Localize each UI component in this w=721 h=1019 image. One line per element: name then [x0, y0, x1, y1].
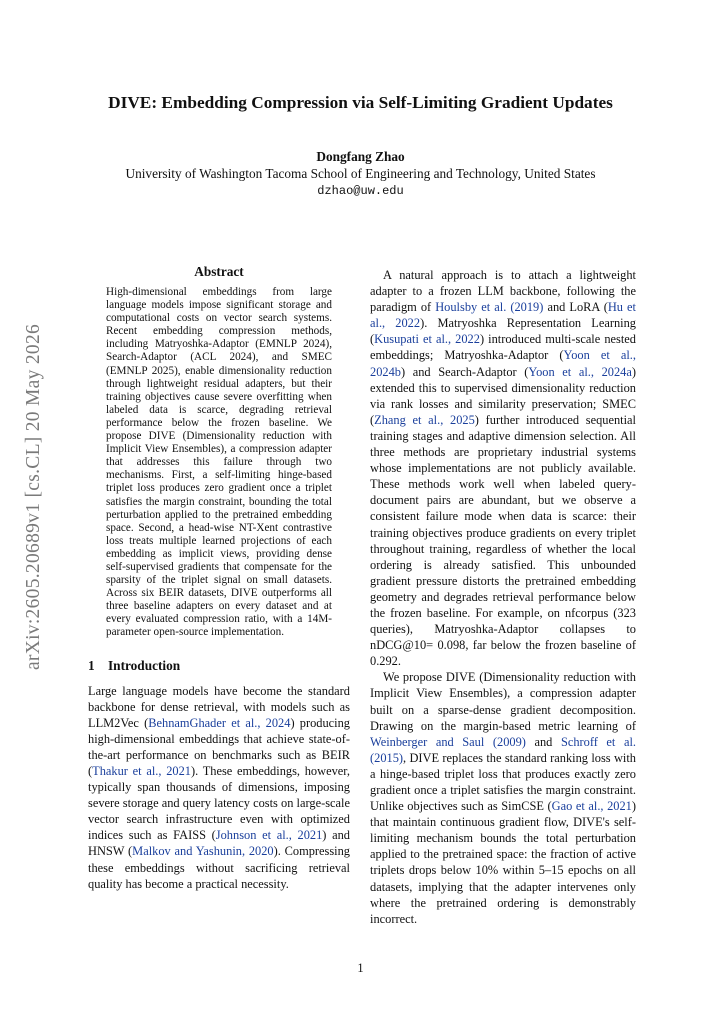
page-number: 1 [357, 961, 364, 975]
citation-link[interactable]: BehnamGhader et al., 2024 [148, 715, 291, 730]
abstract-heading: Abstract [194, 264, 244, 279]
citation-link[interactable]: Weinberger and Saul (2009) [370, 734, 526, 749]
intro-paragraph-2: A natural approach is to attach a lightweight adapter to a frozen LLM backbone, following the paradigm of Houlsby et al. (2019) and LoRA (Hu et al., 2022). Matryoshka Representation Learning (Kusupati et al., 2022) introduced multi-scale nested embeddings; Matryoshka-Adaptor (Yoon et al., 2024b) and Search-Adaptor (Yoon et al., 2024a) extended this to supervised dimensionality reduction via rank losses and similarity preservation; SMEC (Zhang et al., 2025) further introduced sequential training stages and adaptive dimension selection. All three methods are proprietary industrial systems whose implementations are not publicly available. These methods work well when labeled query-document pairs are abundant, but we observe a consistent failure mode when data is scarce: their training objectives produce gradients on every triplet throughout training, regardless of whether the local ordering is already satisfied. This unbounded gradient pressure distorts the pretrained embedding geometry and degrades retrieval performance below the frozen baseline. For example, on nfcorpus (323 queries), Matryoshka-Adaptor collapses to nDCG@10= 0.098, far below the frozen baseline of 0.292. [370, 268, 636, 669]
right-column [370, 267, 636, 927]
author-email: dzhao@uw.edu [317, 184, 404, 198]
citation-link[interactable]: Yoon et al., 2024b [370, 348, 636, 379]
section-title: Introduction [108, 657, 181, 673]
citation-link[interactable]: Schroff et al. (2015) [370, 734, 636, 765]
intro-paragraph-1: Large language models have become the standard backbone for dense retrieval, with models such as LLM2Vec (BehnamGhader et al., 2024) producing high-dimensional embeddings that achieve state-of-the-art performance on benchmarks such as BEIR (Thakur et al., 2021). These embeddings, however, typically span thousands of dimensions, imposing severe storage and query latency costs on large-scale vector search infrastructure even with optimized indices such as FAISS (Johnson et al., 2021) and HNSW (Malkov and Yashunin, 2020). Compressing these embeddings without sacrificing retrieval quality has become a practical necessity. [88, 683, 351, 891]
paper-title: DIVE: Embedding Compression via Self-Limiting Gradient Updates [108, 93, 613, 112]
author-name: Dongfang Zhao [316, 149, 405, 164]
citation-link[interactable]: Hu et al., 2022 [370, 300, 636, 331]
abstract-text: High-dimensional embeddings from large language models impose significant storage and computational costs on vector search systems. Recent embedding compression methods, including Matryoshka-Adaptor (EMNLP 2024), Search-Adaptor (ACL 2024), and SMEC (EMNLP 2025), enable dimensionality reduction through lightweight residual adapters, but their training objectives cause severe overfitting when labeled data is scarce, degrading retrieval performance below the frozen baseline. We propose DIVE (Dimensionality reduction with Implicit View Ensembles), a compression adapter that addresses this failure through two mechanisms. First, a self-limiting hinge-based triplet loss produces zero gradient once a triplet satisfies the margin constraint, bounding the total perturbation applied to the pretrained embedding space. Second, a head-wise NT-Xent contrastive loss treats multiple learned projections of each embedding as implicit views, providing dense self-supervised gradients that compensate for the sparsity of the triplet signal on small datasets. Across six BEIR datasets, DIVE outperforms all three baseline adapters on every dataset and at every evaluated compression ratio, with a 14M-parameter open-source implementation. [106, 286, 332, 639]
citation-link[interactable]: Yoon et al., 2024a [528, 364, 632, 379]
arxiv-identifier: arXiv:2605.20689v1 [cs.CL] 20 May 2026 [23, 323, 44, 671]
citation-link[interactable]: Gao et al., 2021 [551, 799, 632, 814]
section-number: 1 [88, 657, 95, 673]
author-affiliation: University of Washington Tacoma School of Engineering and Technology, United States [125, 166, 596, 181]
citation-link[interactable]: Kusupati et al., 2022 [374, 332, 480, 347]
citation-link[interactable]: Houlsby et al. (2019) [435, 300, 544, 315]
citation-link[interactable]: Malkov and Yashunin, 2020 [132, 844, 274, 859]
citation-link[interactable]: Johnson et al., 2021 [215, 828, 323, 843]
section-heading-introduction [88, 658, 350, 674]
arxiv-sidebar [14, 295, 54, 700]
citation-link[interactable]: Zhang et al., 2025 [374, 412, 475, 427]
citation-link[interactable]: Thakur et al., 2021 [92, 764, 191, 778]
left-column [88, 264, 350, 892]
intro-paragraph-3: We propose DIVE (Dimensionality reduction with Implicit View Ensembles), a compression adapter built on a sparse-dense gradient decomposition. Drawing on the margin-based metric learning of Weinberger and Saul (2009) and Schroff et al. (2015), DIVE replaces the standard ranking loss with a hinge-based triplet loss that produces exactly zero gradient once a triplet satisfies the margin constraint. Unlike objectives such as SimCSE (Gao et al., 2021) that maintain continuous gradient flow, DIVE's self-limiting mechanism bounds the total perturbation applied to the pretrained space: the fraction of active triplets drops below 10% within 5–15 epochs on all datasets, implying that the adapter intervenes only where the pretrained ordering is demonstrably incorrect. [370, 670, 636, 926]
